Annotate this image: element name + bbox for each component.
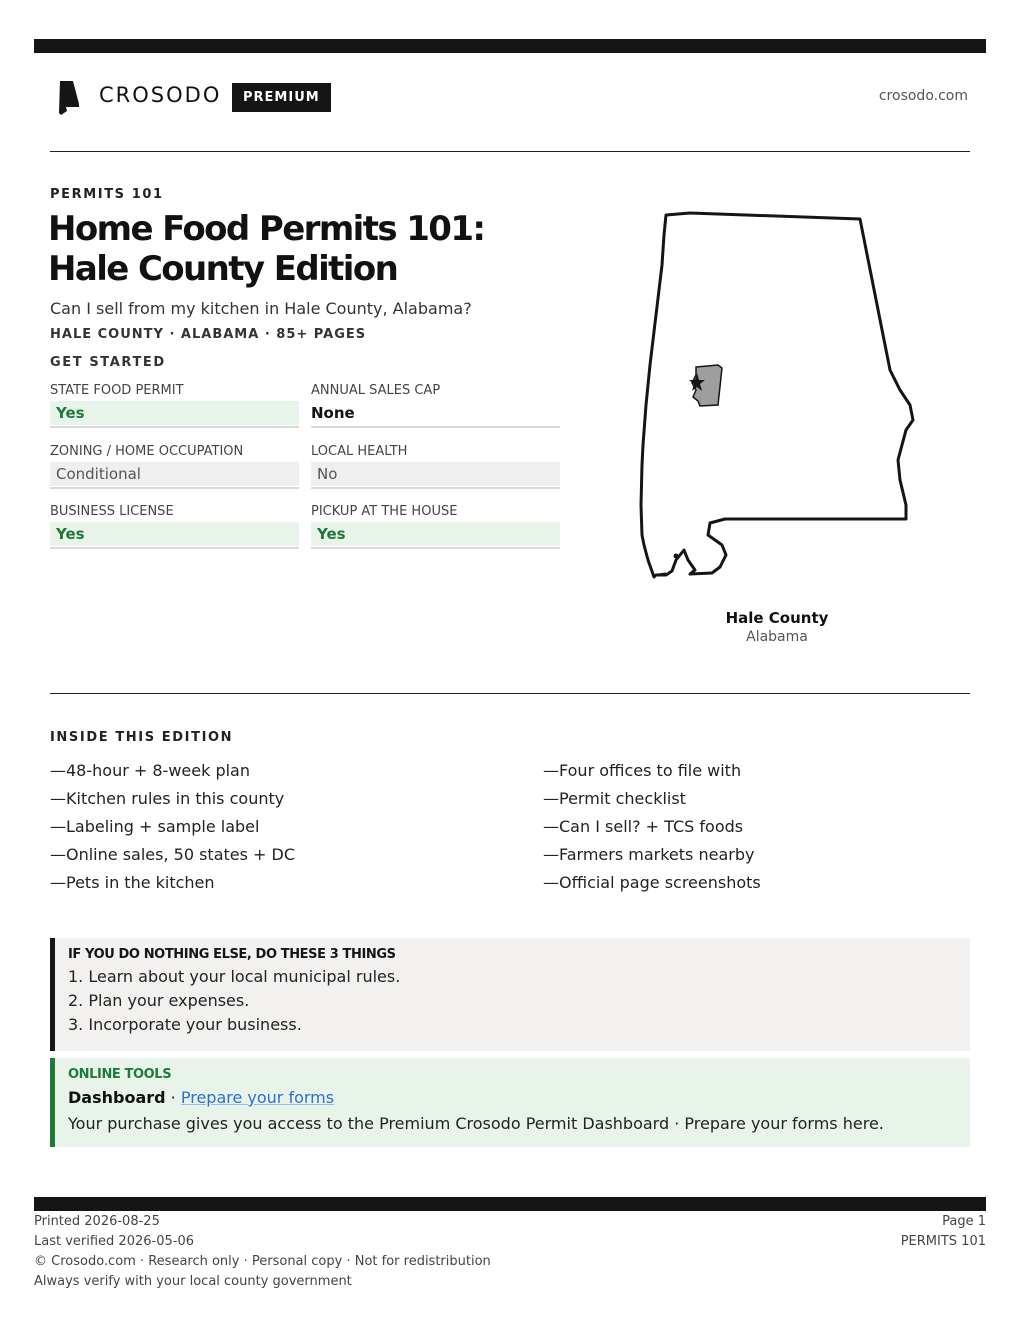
list-item: — Official page screenshots xyxy=(543,869,963,897)
list-item: — Labeling + sample label xyxy=(50,813,470,841)
permit-label: PICKUP AT THE HOUSE xyxy=(311,504,458,519)
permit-label: LOCAL HEALTH xyxy=(311,444,408,459)
list-item: — Online sales, 50 states + DC xyxy=(50,841,470,869)
permit-value: Conditional xyxy=(50,462,299,486)
permit-label: STATE FOOD PERMIT xyxy=(50,383,184,398)
permit-zoning xyxy=(50,444,299,494)
list-item: — Can I sell? + TCS foods xyxy=(543,813,963,841)
step-item: 2. Plan your expenses. xyxy=(68,991,250,1010)
edition-meta: HALE COUNTY · ALABAMA · 85+ PAGES xyxy=(50,327,367,342)
top-bar xyxy=(34,39,986,53)
list-item: — Permit checklist xyxy=(543,785,963,813)
permit-state-food xyxy=(50,383,299,433)
verified-date: Last verified 2026-05-06 xyxy=(34,1234,194,1249)
alabama-outline xyxy=(641,213,913,577)
permit-label: ANNUAL SALES CAP xyxy=(311,383,441,398)
footer-section: PERMITS 101 xyxy=(900,1234,986,1249)
dashboard-line xyxy=(68,1086,970,1110)
header-divider xyxy=(50,151,970,152)
permit-value: Yes xyxy=(50,401,299,425)
three-things-callout xyxy=(50,938,970,1051)
toc-right-column xyxy=(543,757,963,897)
copyright: © Crosodo.com · Research only · Personal copy · Not for redistribution xyxy=(34,1254,491,1269)
step-item: 1. Learn about your local municipal rules. xyxy=(68,967,401,986)
list-item: — Kitchen rules in this county xyxy=(50,785,470,813)
dashboard-label: Dashboard xyxy=(68,1088,166,1107)
page-subtitle: Can I sell from my kitchen in Hale County, Alabama? xyxy=(50,299,472,318)
steps-list xyxy=(68,965,970,1037)
permit-local-health xyxy=(311,444,560,494)
list-item: — 48-hour + 8-week plan xyxy=(50,757,470,785)
disclaimer: Always verify with your local county government xyxy=(34,1274,352,1289)
callout-heading: IF YOU DO NOTHING ELSE, DO THESE 3 THINGS xyxy=(68,947,396,962)
permit-value: None xyxy=(311,404,355,422)
premium-badge: PREMIUM xyxy=(232,83,331,112)
list-item: — Farmers markets nearby xyxy=(543,841,963,869)
footer-right xyxy=(901,1212,986,1252)
permit-value: No xyxy=(311,462,560,486)
permit-business-license xyxy=(50,504,299,554)
permit-label: BUSINESS LICENSE xyxy=(50,504,174,519)
permit-value: Yes xyxy=(50,522,299,546)
printed-date: Printed 2026-08-25 xyxy=(34,1214,160,1229)
section-kicker: PERMITS 101 xyxy=(50,187,164,202)
alabama-state-shape-icon xyxy=(58,80,82,116)
online-tools-callout xyxy=(50,1058,970,1147)
bottom-bar xyxy=(34,1197,986,1211)
site-url[interactable]: crosodo.com xyxy=(878,88,968,104)
map-county-name: Hale County xyxy=(725,609,829,627)
map-caption xyxy=(677,609,877,645)
list-item: — Pets in the kitchen xyxy=(50,869,470,897)
permit-label: ZONING / HOME OCCUPATION xyxy=(50,444,244,459)
step-item: 3. Incorporate your business. xyxy=(68,1015,302,1034)
section-divider xyxy=(50,693,970,694)
list-item: — Four offices to file with xyxy=(543,757,963,785)
state-map xyxy=(630,205,930,590)
page-number: Page 1 xyxy=(942,1214,986,1229)
page-header xyxy=(50,78,970,118)
map-state-name: Alabama xyxy=(746,629,808,645)
separator: · xyxy=(165,1088,181,1107)
footer-left xyxy=(34,1212,491,1292)
toc-left-column xyxy=(50,757,470,897)
callout-heading: ONLINE TOOLS xyxy=(68,1067,172,1082)
permit-sales-cap xyxy=(311,383,560,433)
permit-pickup xyxy=(311,504,560,554)
page-title: Home Food Permits 101: Hale County Edition xyxy=(48,209,485,289)
inside-edition-heading: INSIDE THIS EDITION xyxy=(50,730,234,745)
prepare-forms-link[interactable]: Prepare your forms xyxy=(180,1088,335,1107)
dashboard-description: Your purchase gives you access to the Premium Crosodo Permit Dashboard · Prepare your forms here. xyxy=(68,1114,884,1133)
permit-value: Yes xyxy=(311,522,560,546)
get-started-heading: GET STARTED xyxy=(50,355,166,370)
brand-name: CROSODO xyxy=(99,83,222,107)
